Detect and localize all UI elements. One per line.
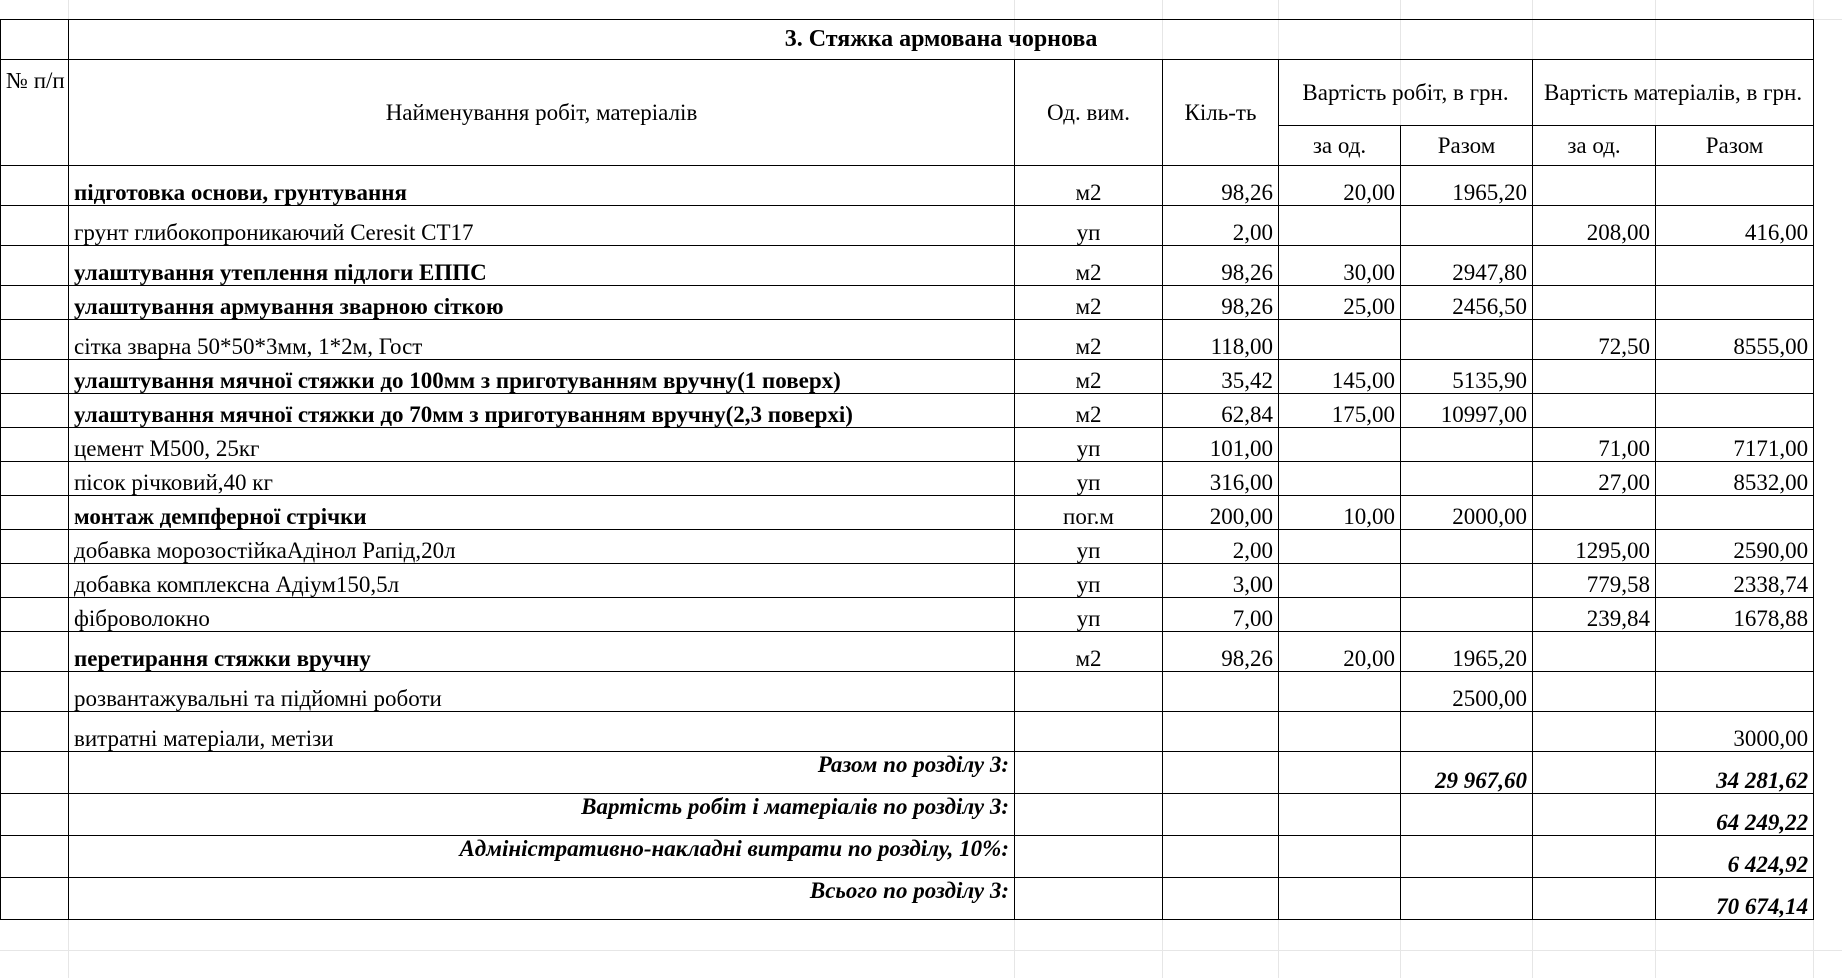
material-unit-price-cell[interactable]: 779,58	[1533, 564, 1656, 598]
item-name-cell[interactable]: улаштування мячної стяжки до 100мм з приготуванням вручну(1 поверх)	[69, 360, 1015, 394]
work-total-cell[interactable]: 2000,00	[1401, 496, 1533, 530]
material-unit-price-cell[interactable]	[1533, 286, 1656, 320]
item-name-cell[interactable]: улаштування армування зварною сіткою	[69, 286, 1015, 320]
work-unit-price-cell[interactable]	[1279, 530, 1401, 564]
material-unit-price-cell[interactable]	[1533, 794, 1656, 836]
work-unit-price-cell[interactable]: 25,00	[1279, 286, 1401, 320]
row-number-cell[interactable]	[1, 752, 69, 794]
table-row	[1, 206, 1814, 246]
unit-cell[interactable]: уп	[1015, 206, 1163, 246]
work-unit-price-cell[interactable]: 10,00	[1279, 496, 1401, 530]
item-name-cell[interactable]: добавка морозостійкаАдінол Рапід,20л	[69, 530, 1015, 564]
material-total-cell[interactable]: 7171,00	[1656, 428, 1814, 462]
quantity-cell[interactable]: 200,00	[1163, 496, 1279, 530]
material-total-cell[interactable]: 3000,00	[1656, 712, 1814, 752]
item-name-cell[interactable]: фіброволокно	[69, 598, 1015, 632]
table-row	[1, 286, 1814, 320]
header-no[interactable]: № п/п	[1, 60, 69, 166]
total-label-cell[interactable]: Адміністративно-накладні витрати по розділу, 10%:	[69, 836, 1015, 878]
material-total-cell[interactable]	[1656, 360, 1814, 394]
quantity-cell[interactable]: 98,26	[1163, 286, 1279, 320]
quantity-cell[interactable]: 98,26	[1163, 166, 1279, 206]
row-number-cell[interactable]	[1, 530, 69, 564]
row-number-cell[interactable]	[1, 246, 69, 286]
quantity-cell[interactable]: 3,00	[1163, 564, 1279, 598]
row-number-cell[interactable]	[1, 496, 69, 530]
unit-cell[interactable]: уп	[1015, 428, 1163, 462]
unit-cell[interactable]	[1015, 752, 1163, 794]
header-work-per-unit[interactable]: за од.	[1279, 126, 1401, 166]
material-total-cell[interactable]: 2590,00	[1656, 530, 1814, 564]
quantity-cell[interactable]: 316,00	[1163, 462, 1279, 496]
title-row	[1, 20, 1814, 60]
total-label-cell[interactable]: Всього по розділу 3:	[69, 878, 1015, 920]
material-total-cell[interactable]: 1678,88	[1656, 598, 1814, 632]
row-number-cell[interactable]	[1, 428, 69, 462]
unit-cell[interactable]	[1015, 794, 1163, 836]
item-name-cell[interactable]: грунт глибокопроникаючий Ceresit CT17	[69, 206, 1015, 246]
header-material-per-unit[interactable]: за од.	[1533, 126, 1656, 166]
total-label-cell[interactable]: Разом по розділу 3:	[69, 752, 1015, 794]
unit-cell[interactable]	[1015, 712, 1163, 752]
material-total-cell[interactable]: 34 281,62	[1656, 752, 1814, 794]
item-name-cell[interactable]: сітка зварна 50*50*3мм, 1*2м, Гост	[69, 320, 1015, 360]
quantity-cell[interactable]	[1163, 836, 1279, 878]
row-number-cell[interactable]	[1, 878, 69, 920]
row-number-cell[interactable]	[1, 836, 69, 878]
material-unit-price-cell[interactable]: 1295,00	[1533, 530, 1656, 564]
item-name-cell[interactable]: улаштування утеплення підлоги ЕППС	[69, 246, 1015, 286]
quantity-cell[interactable]: 2,00	[1163, 206, 1279, 246]
quantity-cell[interactable]: 98,26	[1163, 246, 1279, 286]
material-total-cell[interactable]	[1656, 166, 1814, 206]
unit-cell[interactable]: уп	[1015, 598, 1163, 632]
row-number-cell[interactable]	[1, 166, 69, 206]
material-total-cell[interactable]: 2338,74	[1656, 564, 1814, 598]
material-unit-price-cell[interactable]: 71,00	[1533, 428, 1656, 462]
work-total-cell[interactable]: 5135,90	[1401, 360, 1533, 394]
work-total-cell[interactable]: 29 967,60	[1401, 752, 1533, 794]
work-unit-price-cell[interactable]	[1279, 598, 1401, 632]
material-total-cell[interactable]	[1656, 672, 1814, 712]
work-total-cell[interactable]	[1401, 598, 1533, 632]
unit-cell[interactable]: м2	[1015, 166, 1163, 206]
work-total-cell[interactable]	[1401, 712, 1533, 752]
material-total-cell[interactable]: 70 674,14	[1656, 878, 1814, 920]
material-total-cell[interactable]: 64 249,22	[1656, 794, 1814, 836]
material-total-cell[interactable]	[1656, 496, 1814, 530]
material-unit-price-cell[interactable]	[1533, 712, 1656, 752]
material-unit-price-cell[interactable]: 208,00	[1533, 206, 1656, 246]
section-total-row	[1, 752, 1814, 794]
material-unit-price-cell[interactable]	[1533, 360, 1656, 394]
item-name-cell[interactable]: улаштування мячної стяжки до 70мм з приготуванням вручну(2,3 поверхі)	[69, 394, 1015, 428]
work-unit-price-cell[interactable]	[1279, 878, 1401, 920]
work-total-cell[interactable]: 1965,20	[1401, 166, 1533, 206]
table-row	[1, 632, 1814, 672]
header-material-total[interactable]: Разом	[1656, 126, 1814, 166]
estimate-table	[0, 19, 1814, 920]
table-row	[1, 320, 1814, 360]
work-unit-price-cell[interactable]: 145,00	[1279, 360, 1401, 394]
works-materials-total-row	[1, 794, 1814, 836]
quantity-cell[interactable]	[1163, 794, 1279, 836]
material-unit-price-cell[interactable]	[1533, 166, 1656, 206]
work-unit-price-cell[interactable]	[1279, 794, 1401, 836]
table-row	[1, 672, 1814, 712]
unit-cell[interactable]: уп	[1015, 564, 1163, 598]
unit-cell[interactable]: уп	[1015, 462, 1163, 496]
material-total-cell[interactable]	[1656, 632, 1814, 672]
row-number-cell[interactable]	[1, 632, 69, 672]
table-row	[1, 530, 1814, 564]
item-name-cell[interactable]: перетирання стяжки вручну	[69, 632, 1015, 672]
unit-cell[interactable]: уп	[1015, 530, 1163, 564]
table-row	[1, 462, 1814, 496]
row-number-cell[interactable]	[1, 564, 69, 598]
material-unit-price-cell[interactable]	[1533, 752, 1656, 794]
item-name-cell[interactable]: пісок річковий,40 кг	[69, 462, 1015, 496]
unit-cell[interactable]: м2	[1015, 632, 1163, 672]
table-row	[1, 360, 1814, 394]
material-unit-price-cell[interactable]	[1533, 672, 1656, 712]
material-total-cell[interactable]	[1656, 286, 1814, 320]
work-total-cell[interactable]	[1401, 320, 1533, 360]
work-total-cell[interactable]: 10997,00	[1401, 394, 1533, 428]
header-qty[interactable]: Кіль-ть	[1163, 60, 1279, 166]
material-unit-price-cell[interactable]	[1533, 632, 1656, 672]
header-unit[interactable]: Од. вим.	[1015, 60, 1163, 166]
work-total-cell[interactable]	[1401, 428, 1533, 462]
material-total-cell[interactable]: 8532,00	[1656, 462, 1814, 496]
work-unit-price-cell[interactable]: 30,00	[1279, 246, 1401, 286]
quantity-cell[interactable]	[1163, 878, 1279, 920]
row-number-cell[interactable]	[1, 672, 69, 712]
table-row	[1, 598, 1814, 632]
work-total-cell[interactable]	[1401, 836, 1533, 878]
row-number-cell[interactable]	[1, 320, 69, 360]
unit-cell[interactable]: м2	[1015, 286, 1163, 320]
work-unit-price-cell[interactable]	[1279, 712, 1401, 752]
table-row	[1, 246, 1814, 286]
table-row	[1, 394, 1814, 428]
grand-total-row	[1, 878, 1814, 920]
work-total-cell[interactable]	[1401, 564, 1533, 598]
item-name-cell[interactable]: добавка комплексна Адіум150,5л	[69, 564, 1015, 598]
unit-cell[interactable]	[1015, 836, 1163, 878]
header-name[interactable]: Найменування робіт, матеріалів	[69, 60, 1015, 166]
work-total-cell[interactable]	[1401, 794, 1533, 836]
row-number-cell[interactable]	[1, 462, 69, 496]
work-unit-price-cell[interactable]	[1279, 206, 1401, 246]
material-total-cell[interactable]: 8555,00	[1656, 320, 1814, 360]
quantity-cell[interactable]	[1163, 672, 1279, 712]
unit-cell[interactable]: м2	[1015, 320, 1163, 360]
item-name-cell[interactable]: підготовка основи, грунтування	[69, 166, 1015, 206]
work-unit-price-cell[interactable]	[1279, 836, 1401, 878]
header-work-total[interactable]: Разом	[1401, 126, 1533, 166]
material-total-cell[interactable]: 6 424,92	[1656, 836, 1814, 878]
item-name-cell[interactable]: монтаж демпферної стрічки	[69, 496, 1015, 530]
row-number-cell[interactable]	[1, 712, 69, 752]
material-unit-price-cell[interactable]	[1533, 836, 1656, 878]
table-row	[1, 496, 1814, 530]
quantity-cell[interactable]	[1163, 712, 1279, 752]
quantity-cell[interactable]: 118,00	[1163, 320, 1279, 360]
work-total-cell[interactable]: 1965,20	[1401, 632, 1533, 672]
item-name-cell[interactable]: витратні матеріали, метізи	[69, 712, 1015, 752]
unit-cell[interactable]: м2	[1015, 394, 1163, 428]
material-total-cell[interactable]	[1656, 246, 1814, 286]
material-unit-price-cell[interactable]: 72,50	[1533, 320, 1656, 360]
section-title[interactable]: 3. Стяжка армована чорнова	[69, 20, 1814, 60]
row-number-cell[interactable]	[1, 794, 69, 836]
work-unit-price-cell[interactable]	[1279, 564, 1401, 598]
quantity-cell[interactable]: 7,00	[1163, 598, 1279, 632]
work-unit-price-cell[interactable]	[1279, 752, 1401, 794]
unit-cell[interactable]	[1015, 878, 1163, 920]
work-total-cell[interactable]	[1401, 530, 1533, 564]
work-total-cell[interactable]	[1401, 206, 1533, 246]
work-total-cell[interactable]	[1401, 462, 1533, 496]
admin-overhead-row	[1, 836, 1814, 878]
table-row	[1, 428, 1814, 462]
header-material-cost[interactable]: Вартість матеріалів, в грн.	[1533, 60, 1814, 126]
quantity-cell[interactable]: 35,42	[1163, 360, 1279, 394]
material-unit-price-cell[interactable]	[1533, 246, 1656, 286]
work-unit-price-cell[interactable]: 20,00	[1279, 166, 1401, 206]
quantity-cell[interactable]: 2,00	[1163, 530, 1279, 564]
material-total-cell[interactable]	[1656, 394, 1814, 428]
work-unit-price-cell[interactable]	[1279, 320, 1401, 360]
unit-cell[interactable]: м2	[1015, 360, 1163, 394]
unit-cell[interactable]: пог.м	[1015, 496, 1163, 530]
unit-cell[interactable]	[1015, 672, 1163, 712]
total-label-cell[interactable]: Вартість робіт і матеріалів по розділу 3:	[69, 794, 1015, 836]
quantity-cell[interactable]: 101,00	[1163, 428, 1279, 462]
work-unit-price-cell[interactable]	[1279, 672, 1401, 712]
table-row	[1, 564, 1814, 598]
work-total-cell[interactable]: 2947,80	[1401, 246, 1533, 286]
work-total-cell[interactable]: 2500,00	[1401, 672, 1533, 712]
header-work-cost[interactable]: Вартість робіт, в грн.	[1279, 60, 1533, 126]
table-row	[1, 712, 1814, 752]
work-unit-price-cell[interactable]: 20,00	[1279, 632, 1401, 672]
work-unit-price-cell[interactable]	[1279, 428, 1401, 462]
work-total-cell[interactable]: 2456,50	[1401, 286, 1533, 320]
table-row	[1, 166, 1814, 206]
material-unit-price-cell[interactable]: 239,84	[1533, 598, 1656, 632]
material-unit-price-cell[interactable]: 27,00	[1533, 462, 1656, 496]
row-number-cell[interactable]	[1, 360, 69, 394]
unit-cell[interactable]: м2	[1015, 246, 1163, 286]
row-number-cell[interactable]	[1, 394, 69, 428]
quantity-cell[interactable]: 62,84	[1163, 394, 1279, 428]
material-unit-price-cell[interactable]	[1533, 878, 1656, 920]
material-total-cell[interactable]: 416,00	[1656, 206, 1814, 246]
material-unit-price-cell[interactable]	[1533, 394, 1656, 428]
work-total-cell[interactable]	[1401, 878, 1533, 920]
work-unit-price-cell[interactable]: 175,00	[1279, 394, 1401, 428]
header-row-1	[1, 60, 1814, 126]
row-number-cell[interactable]	[1, 598, 69, 632]
quantity-cell[interactable]	[1163, 752, 1279, 794]
work-unit-price-cell[interactable]	[1279, 462, 1401, 496]
title-spacer-cell[interactable]	[1, 20, 69, 60]
quantity-cell[interactable]: 98,26	[1163, 632, 1279, 672]
row-number-cell[interactable]	[1, 286, 69, 320]
row-number-cell[interactable]	[1, 206, 69, 246]
item-name-cell[interactable]: цемент М500, 25кг	[69, 428, 1015, 462]
item-name-cell[interactable]: розвантажувальні та підйомні роботи	[69, 672, 1015, 712]
material-unit-price-cell[interactable]	[1533, 496, 1656, 530]
